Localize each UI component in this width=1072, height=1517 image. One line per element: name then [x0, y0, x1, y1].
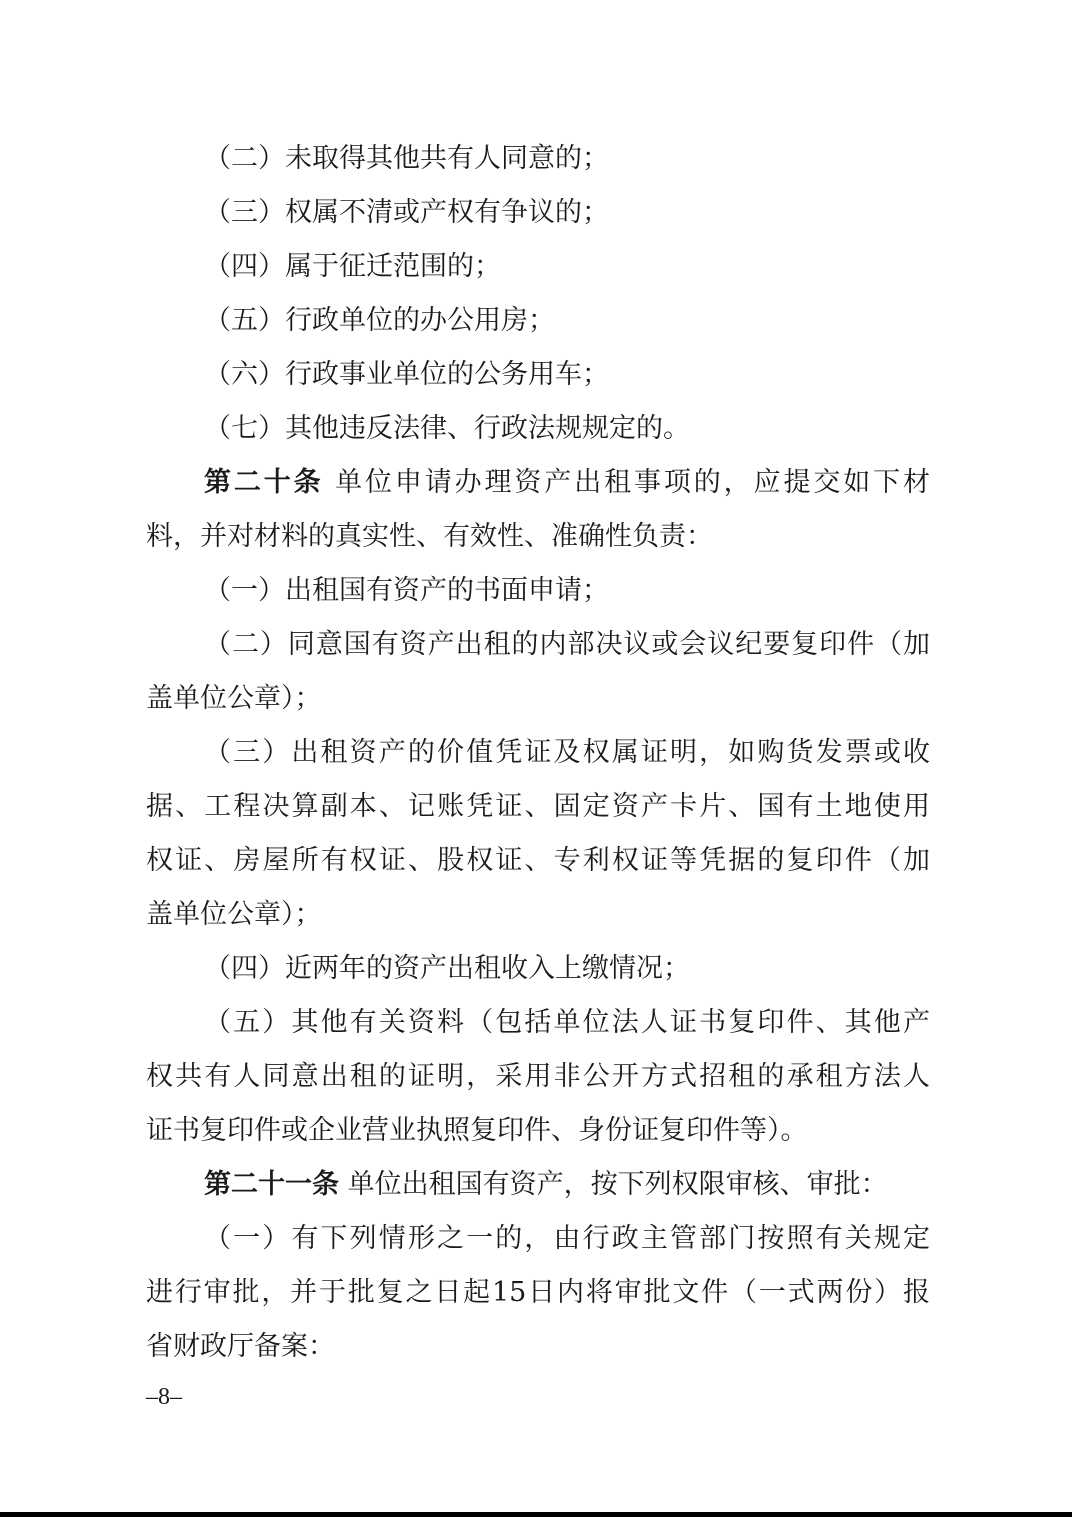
article-20-item-5-cont-1: 权共有人同意出租的证明，采用非公开方式招租的承租方法人 [146, 1061, 930, 1092]
list-item-4: （四）属于征迁范围的； [204, 251, 501, 282]
page-number: –8– [146, 1384, 182, 1410]
article-21-item-1-cont-2: 省财政厅备案： [146, 1331, 335, 1362]
article-20-text-1: 单位申请办理资产出租事项的，应提交如下材 [335, 467, 930, 498]
article-21-item-1: （一）有下列情形之一的，由行政主管部门按照有关规定 [204, 1223, 930, 1254]
list-item-5: （五）行政单位的办公用房； [204, 305, 555, 336]
article-20-item-5: （五）其他有关资料（包括单位法人证书复印件、其他产 [204, 1007, 930, 1038]
list-item-7: （七）其他违反法律、行政法规规定的。 [204, 413, 690, 444]
article-20-item-3-cont-3: 盖单位公章）； [146, 899, 322, 930]
article-20-item-3-cont-1: 据、工程决算副本、记账凭证、固定资产卡片、国有土地使用 [146, 791, 930, 822]
list-item-2: （二）未取得其他共有人同意的； [204, 143, 609, 174]
list-item-6: （六）行政事业单位的公务用车； [204, 359, 609, 390]
article-20-item-2: （二）同意国有资产出租的内部决议或会议纪要复印件（加 [204, 629, 930, 660]
article-20-item-1: （一）出租国有资产的书面申请； [204, 575, 609, 606]
article-21-paragraph [204, 1165, 930, 1205]
article-20-text-2: 料，并对材料的真实性、有效性、准确性负责： [146, 521, 713, 552]
article-20-heading: 第二十条 [204, 467, 324, 498]
article-20-paragraph [204, 463, 930, 503]
article-20-item-3-cont-2: 权证、房屋所有权证、股权证、专利权证等凭据的复印件（加 [146, 845, 930, 876]
article-21-text: 单位出租国有资产，按下列权限审核、审批： [347, 1169, 888, 1200]
article-21-item-1-cont-1: 进行审批，并于批复之日起15日内将审批文件（一式两份）报 [146, 1277, 930, 1308]
article-20-item-4: （四）近两年的资产出租收入上缴情况； [204, 953, 690, 984]
article-20-item-3: （三）出租资产的价值凭证及权属证明，如购货发票或收 [204, 737, 930, 768]
list-item-3: （三）权属不清或产权有争议的； [204, 197, 609, 228]
article-20-item-2-cont: 盖单位公章）； [146, 683, 322, 714]
article-21-heading: 第二十一条 [204, 1169, 339, 1200]
article-20-item-5-cont-2: 证书复印件或企业营业执照复印件、身份证复印件等）。 [146, 1115, 808, 1146]
bottom-border [0, 1512, 1072, 1517]
